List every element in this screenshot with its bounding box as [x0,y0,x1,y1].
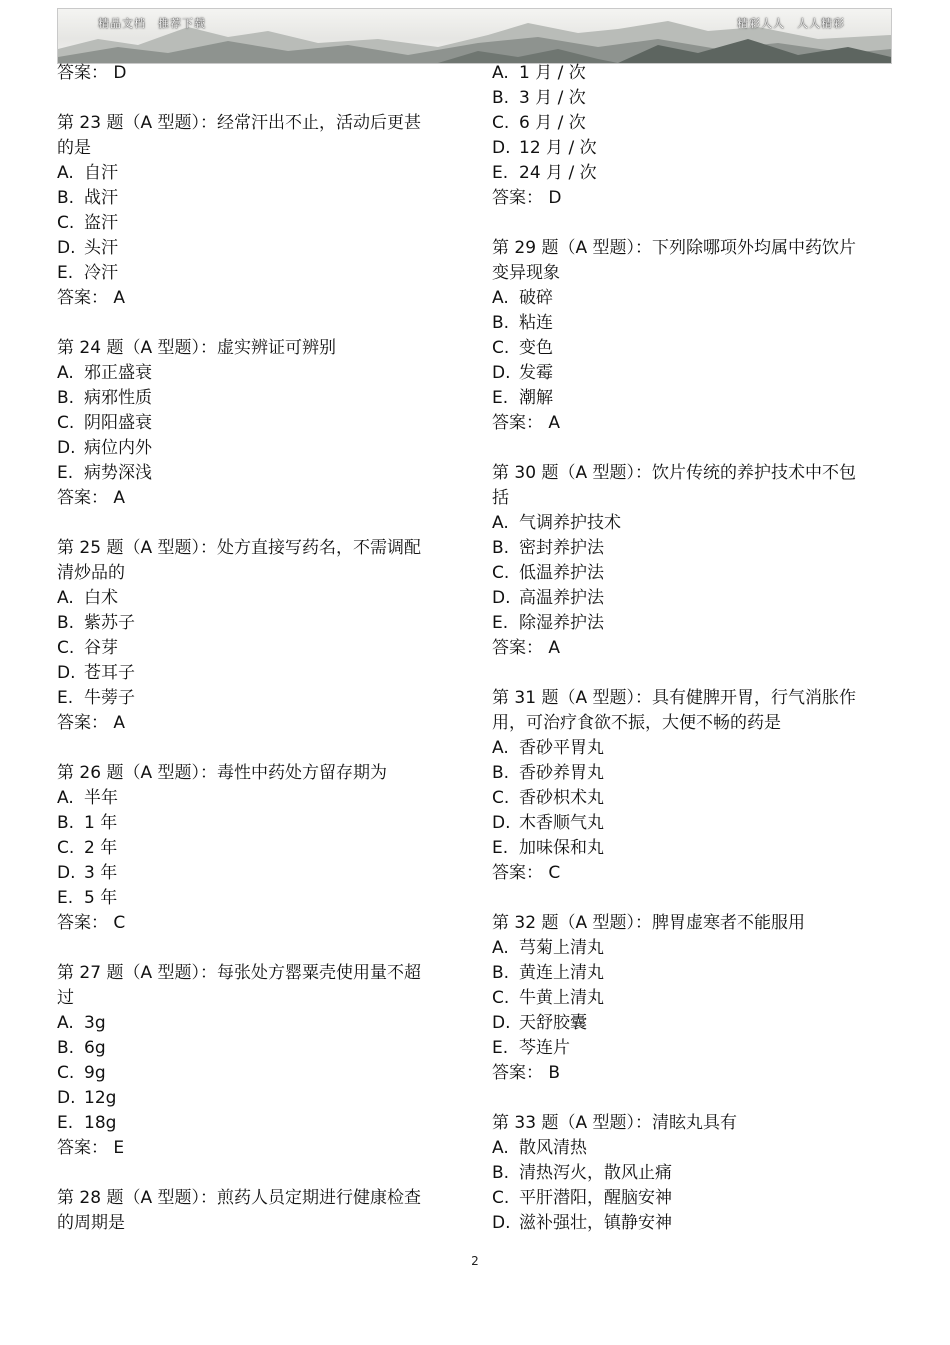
answer-option [57,261,457,286]
option-text: 1 月 / 次 [519,63,586,83]
question-line: 括 [492,488,509,508]
option-letter: D. [492,813,511,833]
option-text: 2 年 [84,838,118,858]
answer-option [492,1161,892,1186]
question-stem [492,686,892,736]
answer-option [57,236,457,261]
option-letter: C. [57,413,75,433]
option-text: 病势深浅 [84,463,152,483]
answer-option [57,861,457,886]
question-line: 过 [57,988,74,1008]
option-text: 白术 [84,588,118,608]
option-text: 黄连上清丸 [519,963,604,983]
option-text: 气调养护技术 [519,513,621,533]
option-letter: E. [57,688,74,708]
answer-option [57,361,457,386]
question-stem [57,536,457,586]
answer-option [57,211,457,236]
option-letter: A. [57,788,74,808]
answer-option [492,786,892,811]
option-letter: D. [57,238,76,258]
option-text: 3 年 [84,863,118,883]
paragraph-gap [57,936,457,961]
question-stem [57,1186,457,1236]
answer-option [492,811,892,836]
header-left-text: 精品文档 推荐下载 [98,17,206,30]
answer-option [57,661,457,686]
answer-option [492,386,892,411]
answer-option [57,586,457,611]
option-letter: E. [492,838,509,858]
option-text: 平肝潜阳，醒脑安神 [519,1188,672,1208]
option-letter: B. [57,1038,75,1058]
option-letter: B. [57,188,75,208]
option-letter: C. [57,213,75,233]
answer-key: 答案： D [492,188,562,208]
answer-option [492,61,892,86]
answer-option [57,436,457,461]
option-letter: B. [492,313,510,333]
option-letter: D. [492,363,511,383]
option-text: 6g [84,1038,106,1058]
option-letter: E. [57,463,74,483]
answer-option [57,811,457,836]
answer-option [57,786,457,811]
option-text: 1 年 [84,813,118,833]
option-letter: E. [492,1038,509,1058]
option-text: 6 月 / 次 [519,113,586,133]
answer-option [492,936,892,961]
answer-option [492,511,892,536]
answer-option [492,1036,892,1061]
option-text: 香砂平胃丸 [519,738,604,758]
paragraph-gap [492,1086,892,1111]
answer-option [57,686,457,711]
option-text: 3g [84,1013,106,1033]
option-letter: A. [492,938,509,958]
option-letter: A. [57,1013,74,1033]
option-text: 发霉 [519,363,553,383]
answer-option [492,611,892,636]
option-text: 3 月 / 次 [519,88,586,108]
question-line: 第 29 题（A 型题）：下列除哪项外均属中药饮片 [492,238,856,258]
paragraph-gap [57,311,457,336]
option-text: 潮解 [519,388,553,408]
paragraph-gap [492,436,892,461]
option-letter: D. [57,438,76,458]
option-letter: B. [492,963,510,983]
answer-key: 答案： A [57,713,126,733]
option-letter: E. [57,888,74,908]
question-stem [57,336,457,361]
question-line: 第 28 题（A 型题）：煎药人员定期进行健康检查 [57,1188,421,1208]
option-text: 香砂枳术丸 [519,788,604,808]
option-text: 清热泻火，散风止痛 [519,1163,672,1183]
question-line: 第 31 题（A 型题）：具有健脾开胃，行气消胀作 [492,688,856,708]
option-text: 病邪性质 [84,388,152,408]
option-text: 阴阳盛衰 [84,413,152,433]
option-letter: C. [492,113,510,133]
question-line: 第 32 题（A 型题）：脾胃虚寒者不能服用 [492,913,805,933]
option-letter: A. [492,1138,509,1158]
paragraph-gap [492,211,892,236]
left-column [57,61,457,1236]
option-letter: C. [57,1063,75,1083]
answer-key: 答案： A [492,413,561,433]
answer-option [492,311,892,336]
option-text: 加味保和丸 [519,838,604,858]
answer-option [492,1011,892,1036]
option-letter: D. [492,588,511,608]
question-stem [57,961,457,1011]
option-letter: E. [57,1113,74,1133]
question-stem [57,761,457,786]
answer-option [492,136,892,161]
paragraph-gap [57,736,457,761]
option-letter: E. [492,613,509,633]
answer-option [57,161,457,186]
option-text: 9g [84,1063,106,1083]
answer-option [57,836,457,861]
answer-option [492,1186,892,1211]
option-letter: C. [492,988,510,1008]
option-text: 破碎 [519,288,553,308]
option-text: 5 年 [84,888,118,908]
option-text: 12g [84,1088,117,1108]
option-text: 除湿养护法 [519,613,604,633]
option-letter: A. [492,288,509,308]
option-letter: A. [492,738,509,758]
option-text: 香砂养胃丸 [519,763,604,783]
answer-key: 答案： A [57,288,126,308]
header-banner [57,8,892,64]
option-text: 苍耳子 [84,663,135,683]
option-letter: D. [492,138,511,158]
option-text: 半年 [84,788,118,808]
question-line: 第 23 题（A 型题）：经常汗出不止，活动后更甚 [57,113,421,133]
paragraph-gap [492,886,892,911]
question-stem [57,111,457,161]
answer-option [492,586,892,611]
option-letter: C. [57,638,75,658]
option-letter: A. [57,363,74,383]
option-letter: D. [57,663,76,683]
option-text: 变色 [519,338,553,358]
option-text: 紫苏子 [84,613,135,633]
question-line: 第 30 题（A 型题）：饮片传统的养护技术中不包 [492,463,856,483]
option-letter: E. [492,163,509,183]
answer-option [492,1136,892,1161]
answer-option [57,461,457,486]
answer-option [492,361,892,386]
answer-option [57,636,457,661]
question-line: 的是 [57,138,91,158]
answer-key: 答案： B [492,1063,561,1083]
option-text: 谷芽 [84,638,118,658]
question-stem [492,911,892,936]
answer-option [57,1061,457,1086]
answer-key: 答案： A [492,638,561,658]
answer-key: 答案： C [492,863,561,883]
option-letter: C. [492,338,510,358]
answer-option [492,836,892,861]
option-letter: D. [57,1088,76,1108]
answer-option [57,1011,457,1036]
option-letter: B. [492,88,510,108]
option-letter: A. [492,63,509,83]
option-letter: D. [57,863,76,883]
option-letter: E. [57,263,74,283]
answer-option [492,761,892,786]
option-text: 头汗 [84,238,118,258]
answer-option [492,286,892,311]
option-letter: A. [492,513,509,533]
paragraph-gap [57,511,457,536]
answer-option [492,86,892,111]
option-letter: B. [57,388,75,408]
option-text: 芎菊上清丸 [519,938,604,958]
paragraph-gap [492,661,892,686]
answer-option [492,336,892,361]
option-text: 密封养护法 [519,538,604,558]
option-text: 盗汗 [84,213,118,233]
answer-key: 答案： A [57,488,126,508]
option-letter: D. [492,1013,511,1033]
answer-option [492,736,892,761]
option-text: 12 月 / 次 [519,138,597,158]
option-text: 18g [84,1113,117,1133]
answer-option [492,986,892,1011]
option-letter: C. [492,788,510,808]
option-text: 粘连 [519,313,553,333]
option-text: 木香顺气丸 [519,813,604,833]
answer-option [492,536,892,561]
option-text: 冷汗 [84,263,118,283]
option-letter: B. [492,538,510,558]
option-letter: B. [492,1163,510,1183]
question-line: 清炒品的 [57,563,125,583]
option-letter: B. [57,613,75,633]
question-stem [492,236,892,286]
option-text: 牛蒡子 [84,688,135,708]
answer-option [57,1086,457,1111]
answer-option [57,411,457,436]
option-letter: A. [57,163,74,183]
option-letter: D. [492,1213,511,1233]
option-text: 天舒胶囊 [519,1013,587,1033]
paragraph-gap [57,86,457,111]
option-letter: C. [492,1188,510,1208]
answer-option [57,886,457,911]
question-line: 第 26 题（A 型题）：毒性中药处方留存期为 [57,763,387,783]
question-line: 变异现象 [492,263,560,283]
answer-option [492,161,892,186]
option-text: 战汗 [84,188,118,208]
option-text: 病位内外 [84,438,152,458]
option-text: 自汗 [84,163,118,183]
option-text: 低温养护法 [519,563,604,583]
page-number: 2 [471,1254,479,1268]
question-stem [492,1111,892,1136]
answer-option [57,611,457,636]
answer-key: 答案： D [57,63,127,83]
question-line: 第 33 题（A 型题）：清眩丸具有 [492,1113,737,1133]
option-letter: B. [492,763,510,783]
answer-option [492,111,892,136]
option-letter: C. [492,563,510,583]
answer-option [57,386,457,411]
option-letter: A. [57,588,74,608]
option-text: 牛黄上清丸 [519,988,604,1008]
option-text: 散风清热 [519,1138,587,1158]
option-letter: B. [57,813,75,833]
question-line: 的周期是 [57,1213,125,1233]
answer-option [492,961,892,986]
option-text: 芩连片 [519,1038,570,1058]
paragraph-gap [57,1161,457,1186]
answer-key: 答案： E [57,1138,125,1158]
answer-option [57,1036,457,1061]
answer-option [492,561,892,586]
answer-option [492,1211,892,1236]
answer-option [57,186,457,211]
answer-option [57,1111,457,1136]
question-line: 第 27 题（A 型题）：每张处方罂粟壳使用量不超 [57,963,421,983]
answer-key: 答案： C [57,913,126,933]
header-right-text: 精彩人人 人人精彩 [737,17,845,30]
question-line: 第 24 题（A 型题）：虚实辨证可辨别 [57,338,336,358]
question-stem [492,461,892,511]
question-line: 用，可治疗食欲不振，大便不畅的药是 [492,713,781,733]
option-text: 高温养护法 [519,588,604,608]
option-text: 滋补强壮，镇静安神 [519,1213,672,1233]
option-text: 24 月 / 次 [519,163,597,183]
right-column [492,61,892,1236]
option-text: 邪正盛衰 [84,363,152,383]
option-letter: C. [57,838,75,858]
question-line: 第 25 题（A 型题）：处方直接写药名，不需调配 [57,538,421,558]
option-letter: E. [492,388,509,408]
